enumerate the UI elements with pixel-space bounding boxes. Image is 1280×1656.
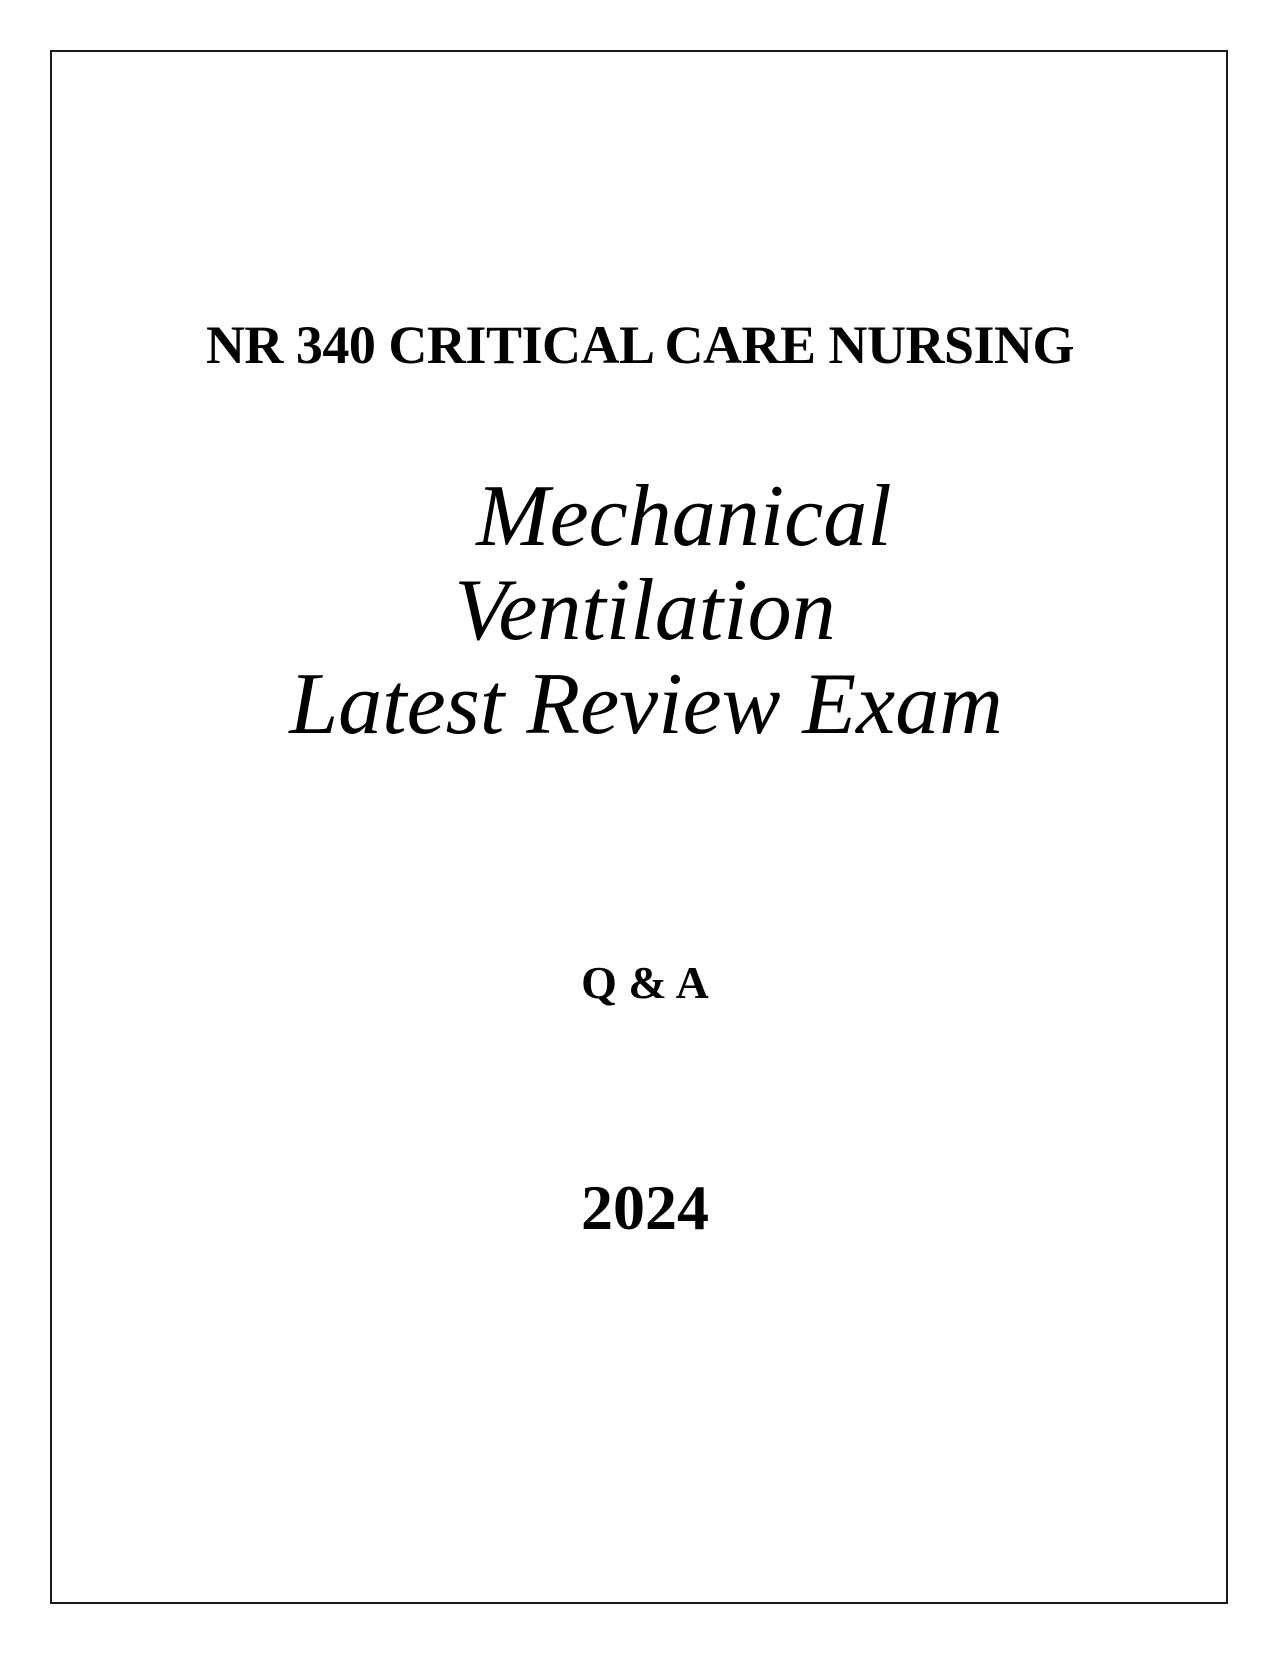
year-label: 2024 xyxy=(581,1172,709,1243)
course-heading: NR 340 CRITICAL CARE NURSING xyxy=(205,315,1075,375)
title-line-2: Ventilation xyxy=(454,562,836,659)
title-line-3: Latest Review Exam xyxy=(289,656,1003,753)
page-border xyxy=(50,50,1228,1604)
title-line-1: Mechanical xyxy=(476,468,892,565)
document-title xyxy=(0,470,1280,752)
format-label: Q & A xyxy=(581,957,709,1008)
